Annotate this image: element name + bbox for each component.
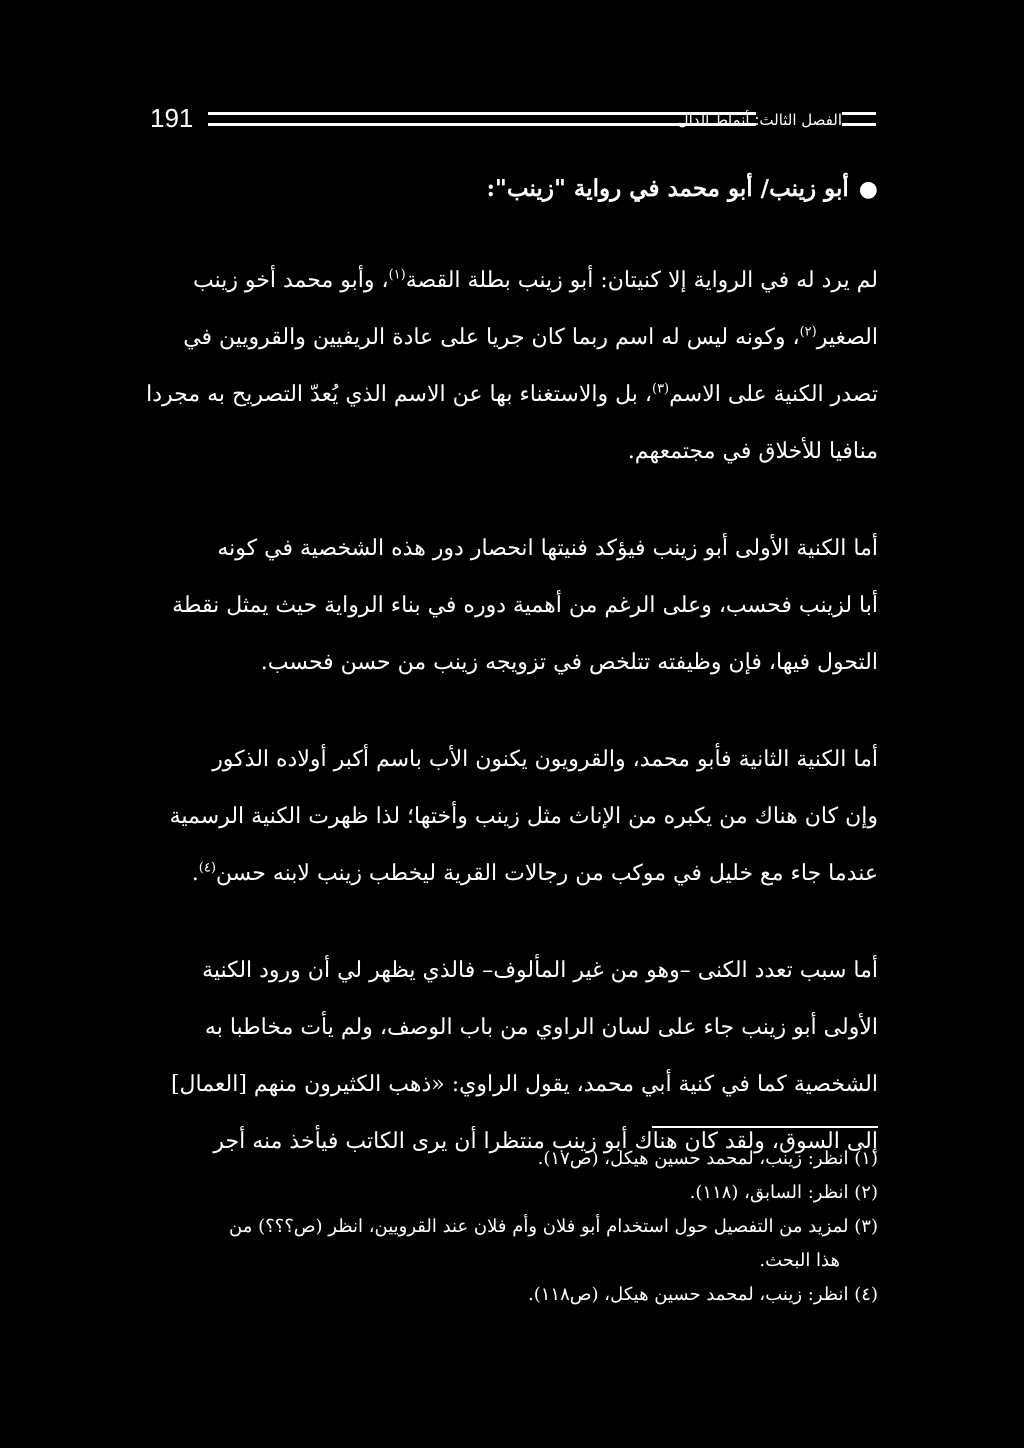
paragraph-line: لم يرد له في الرواية إلا كنيتان: أبو زينب بطلة القصة$^{(١)}$، وأبو محمد أخو زينب xyxy=(192,267,878,293)
paragraph-line: منافيا للأخلاق في مجتمعهم. xyxy=(627,439,878,464)
page-header xyxy=(150,100,876,138)
section-heading xyxy=(148,168,878,210)
paragraph-line: إلى السوق، ولقد كان هناك أبو زينب منتظرا أن يرى الكاتب فيأخذ منه أجر xyxy=(213,1129,878,1154)
paragraph-2 xyxy=(148,520,878,691)
main-content xyxy=(148,168,878,1210)
footnote-ref[interactable]: (١) xyxy=(388,267,406,283)
paragraph-line: عندما جاء مع خليل في موكب من رجالات القرية ليخطب زينب لابنه حسن$^{(٤)}$. xyxy=(191,860,878,886)
paragraph-line: التحول فيها، فإن وظيفته تتلخص في تزويجه زينب من حسن فحسب. xyxy=(260,650,878,675)
paragraph-line: تصدر الكنية على الاسم$^{(٣)}$، بل والاستغناء بها عن الاسم الذي يُعدّ التصريح به مجردا xyxy=(146,381,878,407)
footnote-ref[interactable]: (٢) xyxy=(799,324,817,340)
paragraph-line: أما الكنية الثانية فأبو محمد، والقرويون يكنون الأب باسم أكبر أولاده الذكور xyxy=(212,747,878,772)
header-rule-left xyxy=(208,112,756,126)
footnote-1: (١) انظر: زينب، لمحمد حسين هيكل، (ص١٧). xyxy=(537,1148,878,1169)
footnote-3: (٣) لمزيد من التفصيل حول استخدام أبو فلان وأم فلان عند القرويين، انظر (ص؟؟؟) من xyxy=(229,1216,878,1237)
paragraph-3 xyxy=(148,731,878,902)
chapter-title: الفصل الثالث: أنماط الدال xyxy=(677,111,842,129)
footnote-4: (٤) انظر: زينب، لمحمد حسين هيكل، (ص١١٨). xyxy=(527,1284,878,1305)
footnote-divider xyxy=(652,1126,878,1128)
paragraph-line: أبا لزينب فحسب، وعلى الرغم من أهمية دوره في بناء الرواية حيث يمثل نقطة xyxy=(172,593,878,618)
paragraph-line: أما الكنية الأولى أبو زينب فيؤكد فنيتها انحصار دور هذه الشخصية في كونه xyxy=(217,536,878,561)
paragraph-line: أما سبب تعدد الكنى –وهو من غير المألوف– فالذي يظهر لي أن ورود الكنية xyxy=(202,958,878,983)
footnotes xyxy=(148,1126,878,1312)
paragraph-1 xyxy=(148,252,878,480)
footnote-2: (٢) انظر: السابق، (١١٨). xyxy=(689,1182,878,1203)
header-rule-right xyxy=(842,112,876,126)
paragraph-line: الأولى أبو زينب جاء على لسان الراوي من باب الوصف، ولم يأت مخاطبا به xyxy=(204,1015,878,1040)
paragraph-line: الشخصية كما في كنية أبي محمد، يقول الراوي: «ذهب الكثيرون منهم [العمال] xyxy=(170,1072,878,1097)
bullet-icon: ● xyxy=(858,176,878,202)
footnote-ref[interactable]: (٣) xyxy=(651,381,670,397)
paragraph-line: وإن كان هناك من يكبره من الإناث مثل زينب وأختها؛ لذا ظهرت الكنية الرسمية xyxy=(169,804,878,829)
footnote-3-continuation: هذا البحث. xyxy=(759,1250,840,1271)
heading-text: أبو زينب/ أبو محمد في رواية "زينب": xyxy=(486,175,849,202)
footnote-ref[interactable]: (٤) xyxy=(198,860,216,876)
page-number: 191 xyxy=(150,103,194,133)
paragraph-line: الصغير$^{(٢)}$، وكونه ليس له اسم ربما كان جريا على عادة الريفيين والقرويين في xyxy=(183,324,878,350)
